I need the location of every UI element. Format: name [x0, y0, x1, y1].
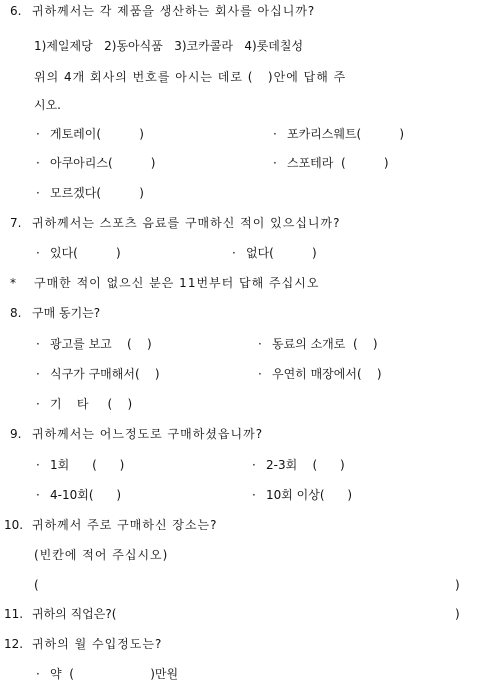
q6-instruction-2: 시오.	[34, 98, 61, 112]
q8-question: 구매 동기는?	[32, 306, 101, 320]
bullet: ·	[252, 458, 256, 472]
q9-option-2-3[interactable]: · 2-3회 ( )	[252, 458, 345, 472]
q9-option-4-10[interactable]: · 4-10회( )	[36, 488, 122, 502]
q11-number: 11.	[4, 607, 24, 621]
bullet: ·	[36, 186, 40, 200]
q9-option-10-plus[interactable]: · 10회 이상( )	[252, 488, 353, 502]
q6-companies: 1)제일제당 2)동아식품 3)코카콜라 4)롯데칠성	[34, 39, 304, 53]
q10-number: 10.	[4, 518, 24, 532]
q11-question: 귀하의 직업은?(	[32, 607, 117, 621]
q8-option-store[interactable]: · 우연히 매장에서( )	[258, 367, 382, 381]
q10-hint: (빈칸에 적어 주십시오)	[34, 548, 169, 562]
q8-option-other[interactable]: · 기 타 ( )	[36, 397, 133, 411]
bullet: ·	[273, 156, 277, 170]
q9-option-once[interactable]: · 1회 ( )	[36, 458, 125, 472]
q9-question: 귀하께서는 어느정도로 구매하셨읍니까?	[32, 427, 264, 441]
q6-option-gatorade[interactable]: · 게토레이( )	[36, 127, 144, 141]
bullet: ·	[36, 246, 40, 260]
q10-question: 귀하께서 주로 구매하신 장소는?	[32, 518, 218, 532]
q6-option-pocari[interactable]: · 포카리스웨트( )	[273, 127, 405, 141]
bullet: ·	[258, 367, 262, 381]
bullet: ·	[36, 367, 40, 381]
q8-number: 8.	[10, 306, 22, 320]
q8-option-family[interactable]: · 식구가 구매해서( )	[36, 367, 160, 381]
bullet: ·	[252, 488, 256, 502]
q9-number: 9.	[10, 427, 22, 441]
q7-number: 7.	[10, 216, 22, 230]
q12-question: 귀하의 월 수입정도는?	[32, 637, 163, 651]
bullet: ·	[36, 667, 40, 681]
q7-option-no[interactable]: · 없다( )	[232, 246, 317, 260]
bullet: ·	[36, 127, 40, 141]
q7-note-mark: *	[10, 276, 16, 290]
q10-answer-close[interactable]: )	[455, 578, 460, 592]
q7-note: 구매한 적이 없으신 분은 11번부터 답해 주십시오	[34, 276, 320, 290]
q12-option-income[interactable]: · 약 ( )만원	[36, 667, 179, 681]
bullet: ·	[36, 458, 40, 472]
q6-option-sportera[interactable]: · 스포테라 ( )	[273, 156, 389, 170]
bullet: ·	[36, 337, 40, 351]
bullet: ·	[36, 156, 40, 170]
q8-option-colleague[interactable]: · 동료의 소개로 ( )	[258, 337, 378, 351]
q6-instruction-1: 위의 4개 회사의 번호를 아시는 데로 ( )안에 답해 주	[34, 70, 347, 84]
q12-number: 12.	[4, 637, 24, 651]
q11-answer-close[interactable]: )	[455, 607, 460, 621]
q6-question: 귀하께서는 각 제품을 생산하는 회사를 아십니까?	[32, 4, 316, 18]
bullet: ·	[273, 127, 277, 141]
q8-option-ad[interactable]: · 광고를 보고 ( )	[36, 337, 152, 351]
bullet: ·	[258, 337, 262, 351]
q7-option-yes[interactable]: · 있다( )	[36, 246, 121, 260]
q6-option-dont-know[interactable]: · 모르겠다( )	[36, 186, 144, 200]
bullet: ·	[36, 397, 40, 411]
q10-answer-open[interactable]: (	[34, 578, 39, 592]
bullet: ·	[232, 246, 236, 260]
q6-option-aquarius[interactable]: · 아쿠아리스( )	[36, 156, 156, 170]
q6-number: 6.	[10, 4, 22, 18]
bullet: ·	[36, 488, 40, 502]
q7-question: 귀하께서는 스포츠 음료를 구매하신 적이 있으십니까?	[32, 216, 341, 230]
